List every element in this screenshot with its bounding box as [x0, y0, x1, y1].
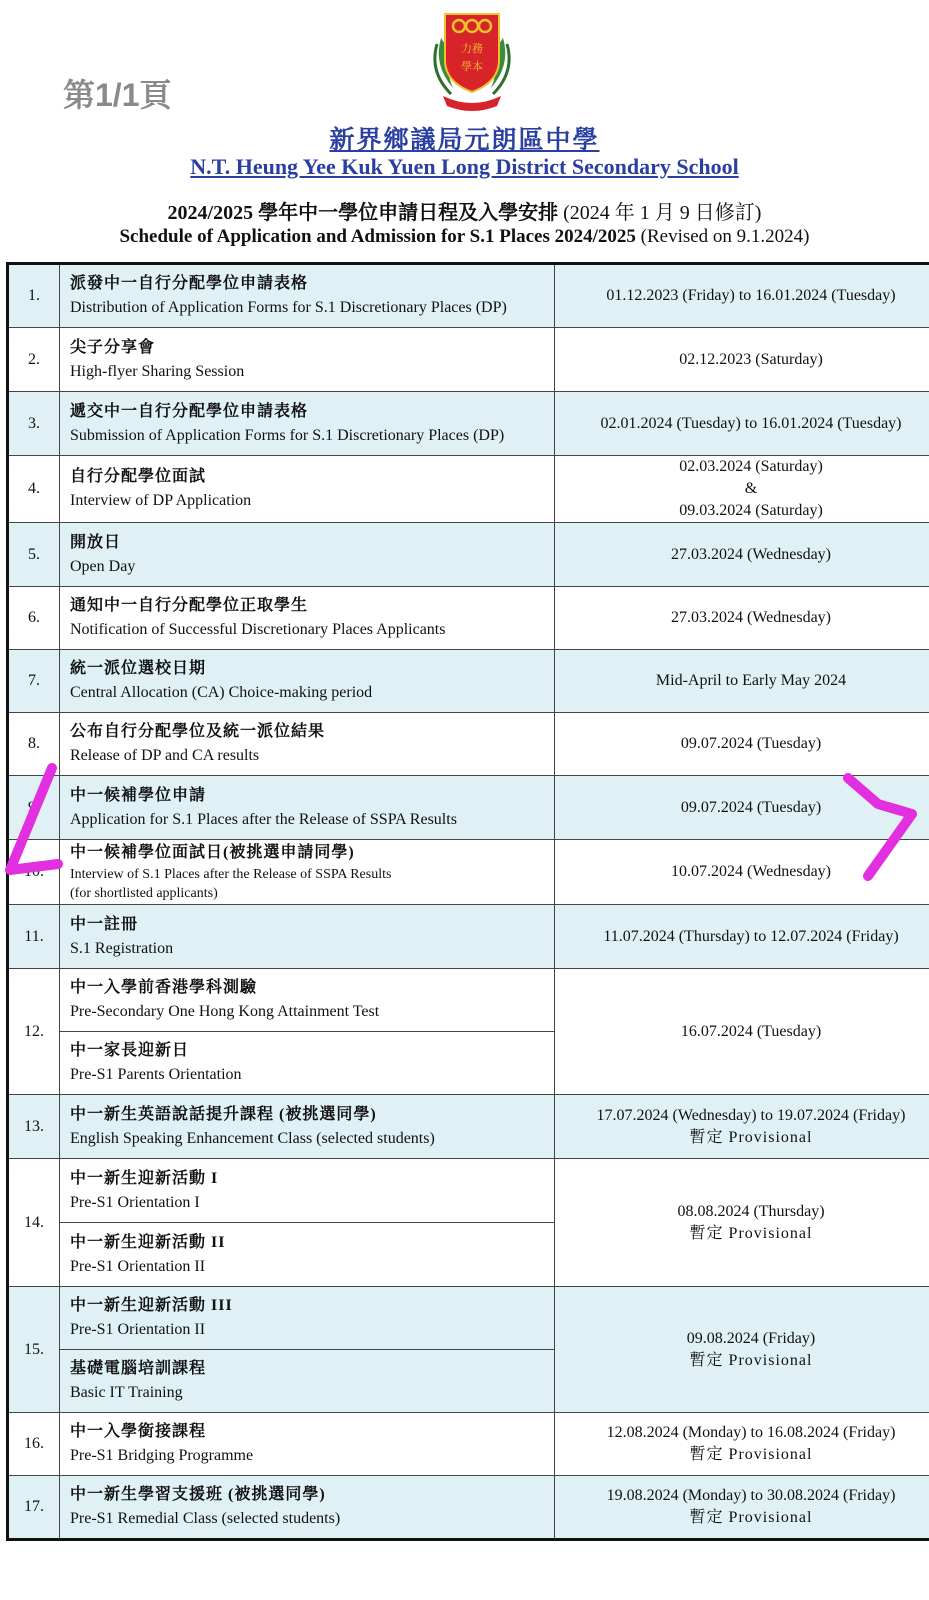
event-cell — [60, 456, 555, 523]
schedule-row — [8, 523, 929, 587]
event-name-english: Notification of Successful Discretionary Places Applicants — [70, 621, 446, 638]
event-cell — [60, 1350, 555, 1413]
event-name-chinese: 統一派位選校日期 — [70, 660, 207, 677]
schedule-row — [8, 840, 929, 905]
document-title-english — [0, 226, 929, 248]
date-cell — [555, 1287, 929, 1413]
row-number: 9. — [8, 776, 60, 840]
event-name-chinese: 中一入學銜接課程 — [70, 1423, 207, 1440]
event-cell — [60, 1032, 555, 1095]
date-cell — [555, 905, 929, 969]
date-cell — [555, 969, 929, 1095]
school-name-chinese: 新界鄉議局元朗區中學 — [329, 127, 600, 154]
event-cell — [60, 776, 555, 840]
row-number: 8. — [8, 713, 60, 776]
document-title-chinese — [0, 196, 929, 225]
event-name-english: Pre-S1 Orientation I — [70, 1193, 200, 1211]
event-name-english: Pre-S1 Orientation II — [70, 1321, 206, 1338]
event-name-chinese: 中一家長迎新日 — [70, 1042, 190, 1059]
event-name-english: Application for S.1 Places after the Release of SSPA Results — [70, 810, 457, 828]
date-line: 27.03.2024 (Wednesday) — [670, 609, 831, 626]
event-name-english: High-flyer Sharing Session — [70, 362, 245, 380]
event-name-english: Pre-Secondary One Hong Kong Attainment Test — [70, 1003, 380, 1020]
date-cell — [555, 587, 929, 650]
date-cell — [555, 1095, 929, 1159]
date-cell — [555, 523, 929, 587]
event-name-chinese: 基礎電腦培訓課程 — [70, 1360, 207, 1377]
row-number: 15. — [8, 1287, 60, 1413]
event-cell — [60, 1287, 555, 1350]
page-number-label: 第1/1頁 — [63, 77, 172, 113]
schedule-row — [8, 776, 929, 840]
date-cell — [555, 1159, 929, 1287]
schedule-row — [8, 1095, 929, 1159]
schedule-row — [8, 713, 929, 776]
event-cell — [60, 969, 555, 1032]
row-number: 14. — [8, 1159, 60, 1287]
row-number: 2. — [8, 328, 60, 392]
schedule-row — [8, 1159, 929, 1223]
schedule-row — [8, 392, 929, 456]
event-name-english: Basic IT Training — [70, 1384, 183, 1401]
event-cell — [60, 650, 555, 713]
event-name-english: Interview of S.1 Places after the Release of SSPA Results — [70, 867, 392, 882]
school-name-english: N.T. Heung Yee Kuk Yuen Long District Secondary School — [190, 154, 739, 179]
date-cell — [555, 713, 929, 776]
date-line: 01.12.2023 (Friday) to 16.01.2024 (Tuesday) — [606, 287, 896, 304]
event-name-english: Distribution of Application Forms for S.1 Discretionary Places (DP) — [70, 299, 507, 316]
event-cell — [60, 1159, 555, 1223]
date-line: 10.07.2024 (Wednesday) — [670, 863, 831, 880]
event-name-chinese: 開放日 — [70, 533, 122, 551]
schedule-table — [6, 262, 929, 1541]
row-number: 7. — [8, 650, 60, 713]
date-cell — [555, 456, 929, 523]
crest-motto-1: 力務 — [461, 42, 483, 55]
event-name-chinese: 中一新生英語說話提升課程 (被挑選同學) — [70, 1105, 377, 1123]
row-number: 3. — [8, 392, 60, 456]
event-name-english-note: (for shortlisted applicants) — [70, 886, 218, 901]
row-number: 12. — [8, 969, 60, 1095]
schedule-row — [8, 456, 929, 523]
row-number: 11. — [8, 905, 60, 969]
date-line: 09.08.2024 (Friday) — [686, 1329, 816, 1347]
event-cell — [60, 392, 555, 456]
row-number: 17. — [8, 1476, 60, 1540]
event-cell — [60, 905, 555, 969]
date-cell — [555, 1413, 929, 1476]
date-line: 09.07.2024 (Tuesday) — [680, 798, 822, 816]
event-name-chinese: 中一新生迎新活動 II — [70, 1233, 226, 1251]
event-cell — [60, 1095, 555, 1159]
event-name-english: Open Day — [70, 557, 136, 575]
date-line: 暫定 Provisional — [689, 1128, 813, 1146]
event-name-chinese: 中一新生學習支援班 (被挑選同學) — [70, 1486, 326, 1503]
date-cell — [555, 840, 929, 905]
schedule-row — [8, 1413, 929, 1476]
date-cell — [555, 650, 929, 713]
schedule-row — [8, 328, 929, 392]
event-name-chinese: 派發中一自行分配學位申請表格 — [70, 275, 309, 292]
event-name-english: Interview of DP Application — [70, 492, 252, 509]
date-cell — [555, 392, 929, 456]
date-line: 02.03.2024 (Saturday) — [679, 458, 823, 475]
row-number: 13. — [8, 1095, 60, 1159]
date-cell — [555, 264, 929, 328]
date-cell — [555, 1476, 929, 1540]
event-name-english: Release of DP and CA results — [70, 747, 260, 764]
event-name-chinese: 中一新生迎新活動 I — [70, 1169, 219, 1187]
date-line: 暫定 Provisional — [689, 1224, 813, 1242]
event-cell — [60, 1223, 555, 1287]
event-name-chinese: 中一候補學位面試日(被挑選申請同學) — [70, 844, 355, 861]
event-cell — [60, 1413, 555, 1476]
date-line: 17.07.2024 (Wednesday) to 19.07.2024 (Friday) — [596, 1106, 906, 1124]
event-name-english: Pre-S1 Remedial Class (selected students) — [70, 1510, 341, 1527]
date-line: 暫定 Provisional — [689, 1351, 813, 1369]
event-name-chinese: 公布自行分配學位及統一派位結果 — [70, 723, 326, 740]
event-name-english: Pre-S1 Bridging Programme — [70, 1447, 254, 1464]
event-cell — [60, 523, 555, 587]
title-en-revised: (Revised on 9.1.2024) — [640, 226, 810, 247]
row-number: 5. — [8, 523, 60, 587]
event-name-chinese: 中一候補學位申請 — [70, 786, 207, 804]
event-name-chinese: 自行分配學位面試 — [70, 468, 207, 485]
date-line: 12.08.2024 (Monday) to 16.08.2024 (Friday) — [606, 1424, 896, 1441]
schedule-row — [8, 264, 929, 328]
event-name-chinese: 通知中一自行分配學位正取學生 — [70, 597, 309, 614]
event-name-chinese: 中一新生迎新活動 III — [70, 1297, 233, 1314]
event-cell — [60, 1476, 555, 1540]
schedule-row — [8, 1287, 929, 1350]
date-line: 09.07.2024 (Tuesday) — [680, 735, 822, 752]
date-line: 09.03.2024 (Saturday) — [679, 502, 823, 519]
event-cell — [60, 264, 555, 328]
row-number: 4. — [8, 456, 60, 523]
schedule-row — [8, 587, 929, 650]
event-name-english: Pre-S1 Orientation II — [70, 1257, 206, 1275]
crest-motto-2: 學本 — [461, 60, 483, 73]
event-name-english: English Speaking Enhancement Class (selected students) — [70, 1129, 435, 1147]
event-cell — [60, 840, 555, 905]
date-line: 暫定 Provisional — [689, 1509, 813, 1526]
date-line: 暫定 Provisional — [689, 1446, 813, 1463]
date-line: & — [744, 480, 758, 497]
title-cn-revised: (2024 年 1 月 9 日修訂) — [563, 202, 762, 224]
event-name-english: Central Allocation (CA) Choice-making period — [70, 684, 373, 701]
title-cn-text: 2024/2025 學年中一學位申請日程及入學安排 — [167, 202, 559, 224]
date-cell — [555, 776, 929, 840]
event-name-english: Pre-S1 Parents Orientation — [70, 1066, 242, 1083]
schedule-row — [8, 905, 929, 969]
date-line: 19.08.2024 (Monday) to 30.08.2024 (Friday) — [606, 1487, 896, 1504]
event-cell — [60, 587, 555, 650]
date-line: 16.07.2024 (Tuesday) — [680, 1022, 822, 1040]
schedule-row — [8, 969, 929, 1032]
date-line: 02.01.2024 (Tuesday) to 16.01.2024 (Tuesday) — [600, 414, 902, 432]
date-line: 11.07.2024 (Thursday) to 12.07.2024 (Friday) — [603, 927, 899, 945]
date-line: 02.12.2023 (Saturday) — [679, 350, 823, 368]
event-name-english: Submission of Application Forms for S.1 Discretionary Places (DP) — [70, 426, 505, 444]
date-line: 08.08.2024 (Thursday) — [677, 1202, 825, 1220]
date-line: Mid-April to Early May 2024 — [655, 672, 847, 689]
event-name-chinese: 中一入學前香港學科測驗 — [70, 979, 258, 996]
row-number: 16. — [8, 1413, 60, 1476]
title-en-text: Schedule of Application and Admission for S.1 Places 2024/2025 — [119, 226, 636, 247]
event-cell — [60, 328, 555, 392]
event-cell — [60, 713, 555, 776]
date-cell — [555, 328, 929, 392]
event-name-chinese: 中一註冊 — [70, 915, 139, 933]
schedule-row — [8, 650, 929, 713]
schedule-row — [8, 1476, 929, 1540]
event-name-chinese: 尖子分享會 — [70, 338, 156, 356]
row-number: 1. — [8, 264, 60, 328]
row-number: 10. — [8, 840, 60, 905]
school-crest-logo — [423, 10, 521, 114]
event-name-english: S.1 Registration — [70, 939, 174, 957]
row-number: 6. — [8, 587, 60, 650]
event-name-chinese: 遞交中一自行分配學位申請表格 — [70, 402, 309, 420]
date-line: 27.03.2024 (Wednesday) — [670, 545, 831, 563]
